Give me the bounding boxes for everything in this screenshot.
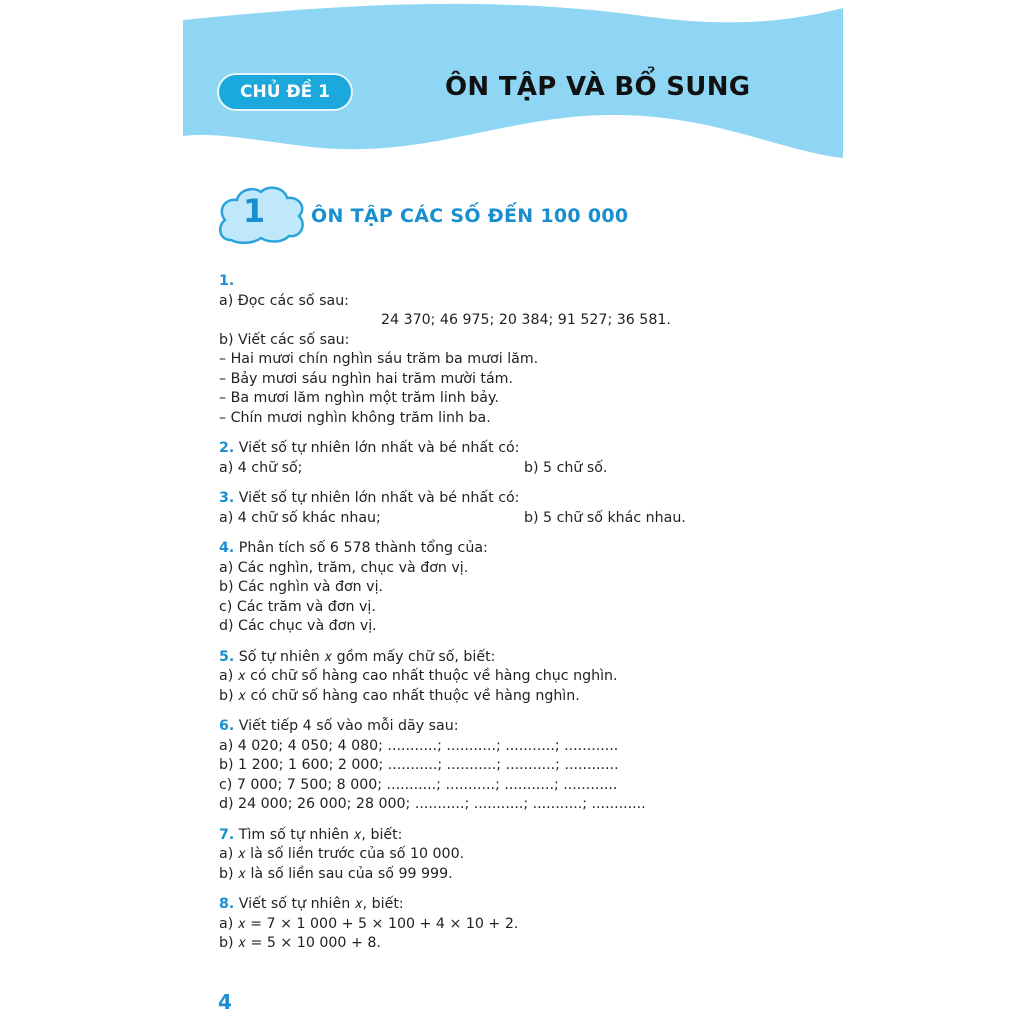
exercise-prompt: Viết số tự nhiên lớn nhất và bé nhất có: — [238, 440, 520, 456]
chapter-title: ÔN TẬP VÀ BỔ SUNG — [445, 72, 751, 102]
list-item: d) Các chục và đơn vị. — [219, 618, 377, 634]
list-item: a) 4 020; 4 050; 4 080; ...........; ...........; ...........; ............ — [219, 737, 619, 754]
page-number: 4 — [218, 990, 232, 1014]
exercise-prompt: Số tự nhiên 𝑥 gồm mấy chữ số, biết: — [238, 648, 496, 665]
list-item: b) 𝑥 có chữ số hàng cao nhất thuộc về hàng nghìn. — [219, 687, 580, 704]
exercise-1 — [219, 272, 819, 428]
exercise-part: b) 5 chữ số khác nhau. — [524, 509, 686, 526]
exercise-part: a) 4 chữ số; — [219, 459, 303, 476]
exercise-prompt: Tìm số tự nhiên 𝑥, biết: — [238, 826, 403, 843]
list-item: – Chín mươi nghìn không trăm linh ba. — [219, 409, 491, 426]
exercise-prompt: Viết số tự nhiên lớn nhất và bé nhất có: — [238, 490, 520, 506]
exercise-4 — [219, 539, 819, 637]
exercise-8 — [219, 895, 819, 954]
exercise-prompt: Viết tiếp 4 số vào mỗi dãy sau: — [238, 718, 459, 734]
exercise-part: b) Viết các số sau: — [219, 331, 350, 348]
list-item: a) 𝑥 là số liền trước của số 10 000. — [219, 846, 465, 862]
number-list: 24 370; 46 975; 20 384; 91 527; 36 581. — [381, 312, 671, 328]
exercise-number: 1. — [219, 273, 235, 289]
exercise-number: 5. — [219, 648, 235, 665]
exercise-6 — [219, 717, 819, 815]
exercise-5 — [219, 648, 819, 707]
list-item: a) 𝑥 = 7 × 1 000 + 5 × 100 + 4 × 10 + 2. — [219, 915, 519, 932]
list-item: a) 𝑥 có chữ số hàng cao nhất thuộc về hàng chục nghìn. — [219, 668, 618, 684]
exercise-number: 2. — [219, 440, 235, 456]
topic-badge: CHỦ ĐỀ 1 — [219, 75, 351, 109]
exercise-part: a) Đọc các số sau: — [219, 292, 349, 309]
list-item: c) 7 000; 7 500; 8 000; ...........; ...........; ...........; ............ — [219, 776, 618, 793]
list-item: – Bảy mươi sáu nghìn hai trăm mười tám. — [219, 370, 513, 387]
exercise-part: b) 5 chữ số. — [524, 459, 608, 476]
exercise-prompt: Viết số tự nhiên 𝑥, biết: — [238, 896, 404, 912]
exercise-number: 6. — [219, 718, 235, 734]
book-page — [183, 0, 843, 1024]
list-item: b) 1 200; 1 600; 2 000; ...........; ...........; ...........; ............ — [219, 757, 619, 773]
exercise-3 — [219, 489, 819, 528]
lesson-title: ÔN TẬP CÁC SỐ ĐẾN 100 000 — [311, 205, 629, 227]
exercise-number: 3. — [219, 490, 235, 506]
exercise-number: 8. — [219, 896, 235, 912]
list-item: b) 𝑥 = 5 × 10 000 + 8. — [219, 935, 381, 951]
exercise-list — [219, 272, 819, 954]
exercise-part: a) 4 chữ số khác nhau; — [219, 509, 381, 526]
list-item: d) 24 000; 26 000; 28 000; ...........; ...........; ...........; ............ — [219, 796, 646, 812]
list-item: c) Các trăm và đơn vị. — [219, 598, 376, 615]
lesson-number: 1 — [242, 192, 266, 230]
list-item: b) Các nghìn và đơn vị. — [219, 579, 384, 595]
list-item: – Ba mươi lăm nghìn một trăm linh bảy. — [219, 390, 499, 406]
exercise-number: 7. — [219, 826, 235, 843]
list-item: – Hai mươi chín nghìn sáu trăm ba mươi lăm. — [219, 351, 539, 367]
list-item: a) Các nghìn, trăm, chục và đơn vị. — [219, 559, 469, 576]
exercise-7 — [219, 826, 819, 885]
exercise-2 — [219, 439, 819, 478]
exercise-prompt: Phân tích số 6 578 thành tổng của: — [238, 540, 488, 556]
list-item: b) 𝑥 là số liền sau của số 99 999. — [219, 865, 453, 882]
exercise-number: 4. — [219, 540, 235, 556]
